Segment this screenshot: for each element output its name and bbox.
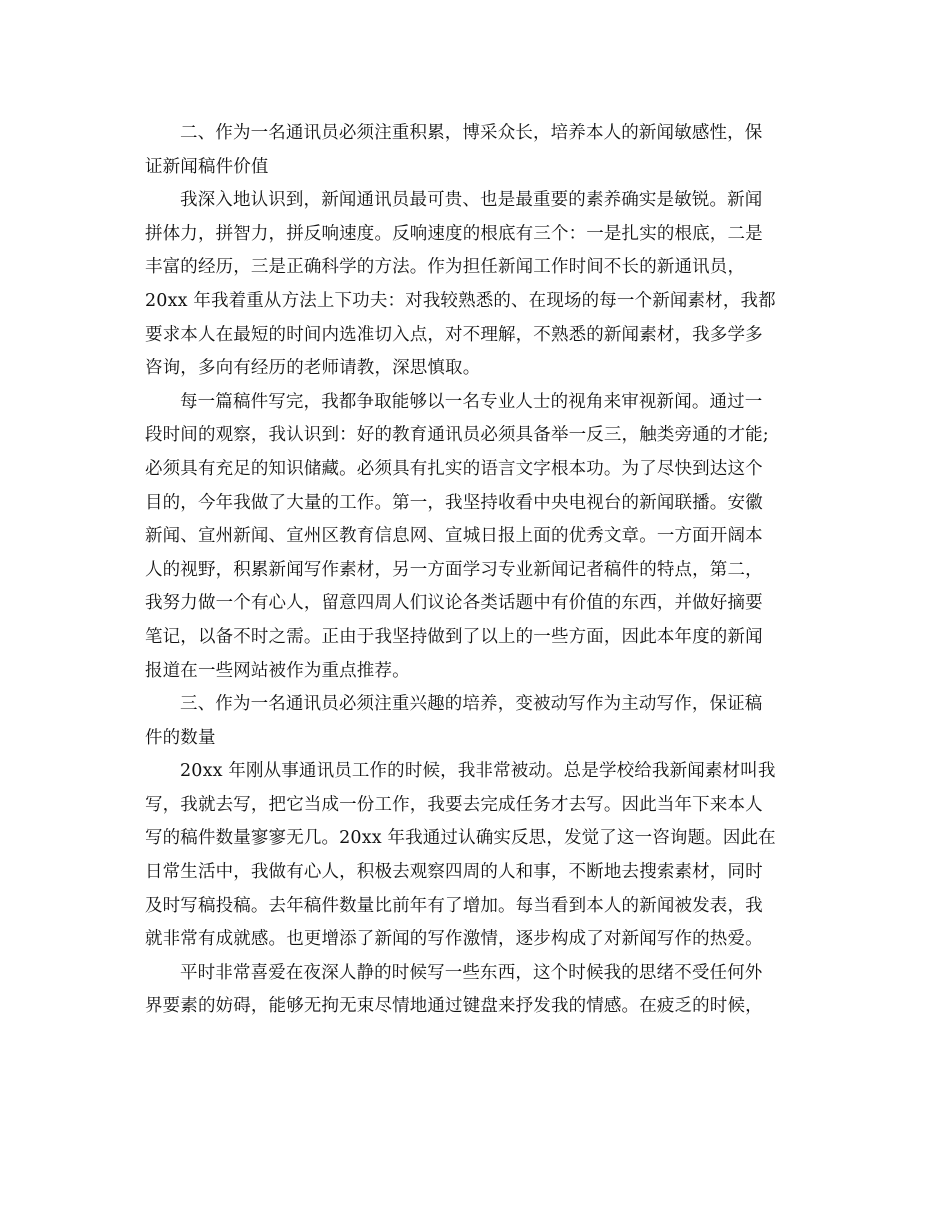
text-line: 段时间的观察，我认识到：好的教育通讯员必须具备举一反三，触类旁通的才能; [145, 425, 769, 446]
text-line: 件的数量 [145, 727, 216, 748]
text-line: 新闻、宣州新闻、宣州区教育信息网、宣城日报上面的优秀文章。一方面开阔本 [145, 526, 763, 547]
text-line: 丰富的经历，三是正确科学的方法。作为担任新闻工作时间不长的新通讯员， [145, 257, 746, 278]
text-line: 人的视野，积累新闻写作素材，另一方面学习专业新闻记者稿件的特点，第二， [145, 559, 763, 580]
text-line: 平时非常喜爱在夜深人静的时候写一些东西，这个时候我的思绪不受任何外 [180, 962, 763, 983]
text-line: 目的，今年我做了大量的工作。第一，我坚持收看中央电视台的新闻联播。安徽 [145, 492, 763, 513]
text-line: 20xx 年刚从事通讯员工作的时候，我非常被动。总是学校给我新闻素材叫我 [180, 761, 776, 782]
text-line: 报道在一些网站被作为重点推荐。 [145, 660, 410, 681]
text-line: 证新闻稿件价值 [145, 156, 269, 177]
text-line: 写，我就去写，把它当成一份工作，我要去完成任务才去写。因此当年下来本人 [145, 794, 763, 815]
text-line: 要求本人在最短的时间内选准切入点，对不理解，不熟悉的新闻素材，我多学多 [145, 324, 763, 345]
text-line: 20xx 年我着重从方法上下功夫：对我较熟悉的、在现场的每一个新闻素材，我都 [145, 290, 776, 311]
text-line: 三、作为一名通讯员必须注重兴趣的培养，变被动写作为主动写作，保证稿 [180, 694, 763, 715]
text-line: 及时写稿投稿。去年稿件数量比前年有了增加。每当看到本人的新闻被发表，我 [145, 895, 763, 916]
text-line: 笔记，以备不时之需。正由于我坚持做到了以上的一些方面，因此本年度的新闻 [145, 626, 763, 647]
text-line: 界要素的妨碍，能够无拘无束尽情地通过键盘来抒发我的情感。在疲乏的时候， [145, 996, 763, 1017]
text-line: 二、作为一名通讯员必须注重积累，博采众长，培养本人的新闻敏感性，保 [180, 123, 763, 143]
text-line: 咨询，多向有经历的老师请教，深思慎取。 [145, 358, 481, 379]
text-line: 就非常有成就感。也更增添了新闻的写作激情，逐步构成了对新闻写作的热爱。 [145, 929, 763, 950]
document-body [145, 117, 805, 1024]
text-line: 写的稿件数量寥寥无几。20xx 年我通过认确实反思，发觉了这一咨询题。因此在 [145, 828, 776, 849]
text-line: 我深入地认识到，新闻通讯员最可贵、也是最重要的素养确实是敏锐。新闻 [180, 190, 763, 211]
text-line: 每一篇稿件写完，我都争取能够以一名专业人士的视角来审视新闻。通过一 [180, 391, 763, 412]
text-line: 拼体力，拼智力，拼反响速度。反响速度的根底有三个：一是扎实的根底，二是 [145, 223, 763, 244]
text-line: 必须具有充足的知识储藏。必须具有扎实的语言文字根本功。为了尽快到达这个 [145, 458, 763, 479]
text-line: 我努力做一个有心人，留意四周人们议论各类话题中有价值的东西，并做好摘要 [145, 593, 763, 614]
text-line: 日常生活中，我做有心人，积极去观察四周的人和事，不断地去搜索素材，同时 [145, 862, 763, 883]
